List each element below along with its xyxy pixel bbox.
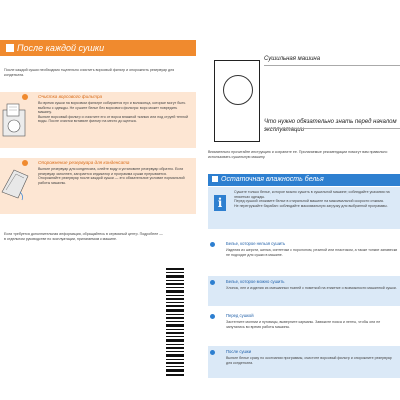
tank-body bbox=[38, 167, 190, 185]
tank-band bbox=[0, 158, 196, 214]
square-marker-icon bbox=[6, 44, 14, 52]
bullet-dot-icon bbox=[210, 350, 215, 355]
intro-paragraph: После каждой сушки необходимо тщательно очистить ворсовый фильтр и опорожнить резервуар для конденсата. bbox=[4, 68, 175, 77]
bullet-dot-icon bbox=[210, 280, 215, 285]
item-heading: Перед сушкой bbox=[226, 313, 254, 318]
lint-filter-illustration-icon bbox=[0, 100, 30, 140]
item-heading: Белье, которое нельзя сушить bbox=[226, 241, 286, 246]
item-heading: Белье, которое можно сушить bbox=[226, 279, 285, 284]
filter-band bbox=[0, 92, 196, 148]
tank-paragraph: Выньте резервуар для конденсата, слейте воду и установите резервуар обратно. Если резервуар заполнен, загорается индикатор и программа сушки прерывается. bbox=[38, 167, 184, 176]
bullet-dot-icon bbox=[210, 242, 215, 247]
list-item bbox=[208, 242, 400, 276]
info-icon: i bbox=[214, 195, 226, 211]
step-dot-icon bbox=[22, 94, 28, 100]
item-heading: После сушки bbox=[226, 349, 252, 354]
section-header-text: Остаточная влажность белья bbox=[221, 176, 324, 183]
tank-title: Опорожнение резервуара для конденсата bbox=[38, 160, 130, 165]
condensate-tank-illustration-icon bbox=[0, 162, 30, 202]
dryer-door-icon bbox=[223, 75, 253, 105]
filter-body bbox=[38, 101, 190, 124]
divider bbox=[264, 128, 400, 129]
item-body: Выньте белье сразу по окончании программы, очистите ворсовый фильтр и опорожните резервуар для конденсата. bbox=[226, 356, 392, 365]
tank-paragraph: Опорожняйте резервуар после каждой сушки — это обязательное условие нормальной работы машины. bbox=[38, 176, 185, 185]
bottom-note bbox=[4, 232, 164, 241]
list-item bbox=[208, 346, 400, 378]
tip-heading: Что нужно обязательно знать перед началом эксплуатации bbox=[264, 119, 397, 133]
bottom-paragraph: Если требуется дополнительная информация, обращайтесь в сервисный центр. Подробнее — в отдельном руководстве по эксплуатации, прилагаемом к машине. bbox=[4, 232, 163, 241]
right-intro-text: Внимательно прочитайте инструкцию и сохраните ее. Прилагаемые рекомендации помогут вам правильно использовать сушильную машину. bbox=[208, 150, 388, 159]
section-header bbox=[208, 174, 400, 186]
section-header bbox=[0, 40, 196, 56]
list-item bbox=[208, 314, 400, 344]
info-lines bbox=[234, 190, 396, 208]
dryer-sketch bbox=[214, 60, 260, 142]
square-marker-icon bbox=[212, 176, 218, 182]
list-item bbox=[208, 276, 400, 306]
filter-paragraph: Во время сушки на ворсовом фильтре собирается пух и волоконца, которые могут быть выбиты с одежды. Не сушите белье без ворсового фильтра: ворс может повредить машину. bbox=[38, 101, 186, 115]
step-dot-icon bbox=[22, 160, 28, 166]
filter-paragraph: Выньте ворсовый фильтр и очистите его от ворса влажной тканью или под струей теплой воды. После очистки вставьте фильтр на место до щелчка. bbox=[38, 114, 189, 124]
section-header-text: После каждой сушки bbox=[17, 43, 105, 53]
info-line: Не перегружайте барабан: соблюдайте максимальную загрузку для выбранной программы. bbox=[234, 203, 388, 208]
item-body: Хлопок, лен и изделия из смешанных тканей с пометкой на этикетке о возможности машинной сушки. bbox=[226, 286, 397, 290]
barcode-icon bbox=[166, 268, 184, 376]
info-line: Сушите только белье, которое можно сушить в сушильной машине; соблюдайте указания на этикетках одежды. bbox=[234, 190, 390, 199]
right-page bbox=[200, 0, 400, 400]
divider bbox=[264, 65, 400, 66]
info-box bbox=[208, 187, 400, 229]
bullet-dot-icon bbox=[210, 314, 215, 319]
filter-title: Очистка ворсового фильтра bbox=[38, 94, 103, 99]
info-line: Перед сушкой отожмите белье в стиральной машине на максимальной скорости отжима. bbox=[234, 199, 384, 204]
intro-text bbox=[4, 68, 190, 77]
item-body: Изделия из шерсти, шелка, синтетики с поролоном, резиной или пластиком, а также тонкие занавески не подходят для сушки в машине. bbox=[226, 248, 398, 257]
machine-label: Сушильная машина bbox=[264, 56, 321, 62]
item-body: Застегните молнии и пуговицы, выверните карманы. Завяжите пояса и ленты, чтобы они не запутались во время работы машины. bbox=[226, 320, 381, 329]
